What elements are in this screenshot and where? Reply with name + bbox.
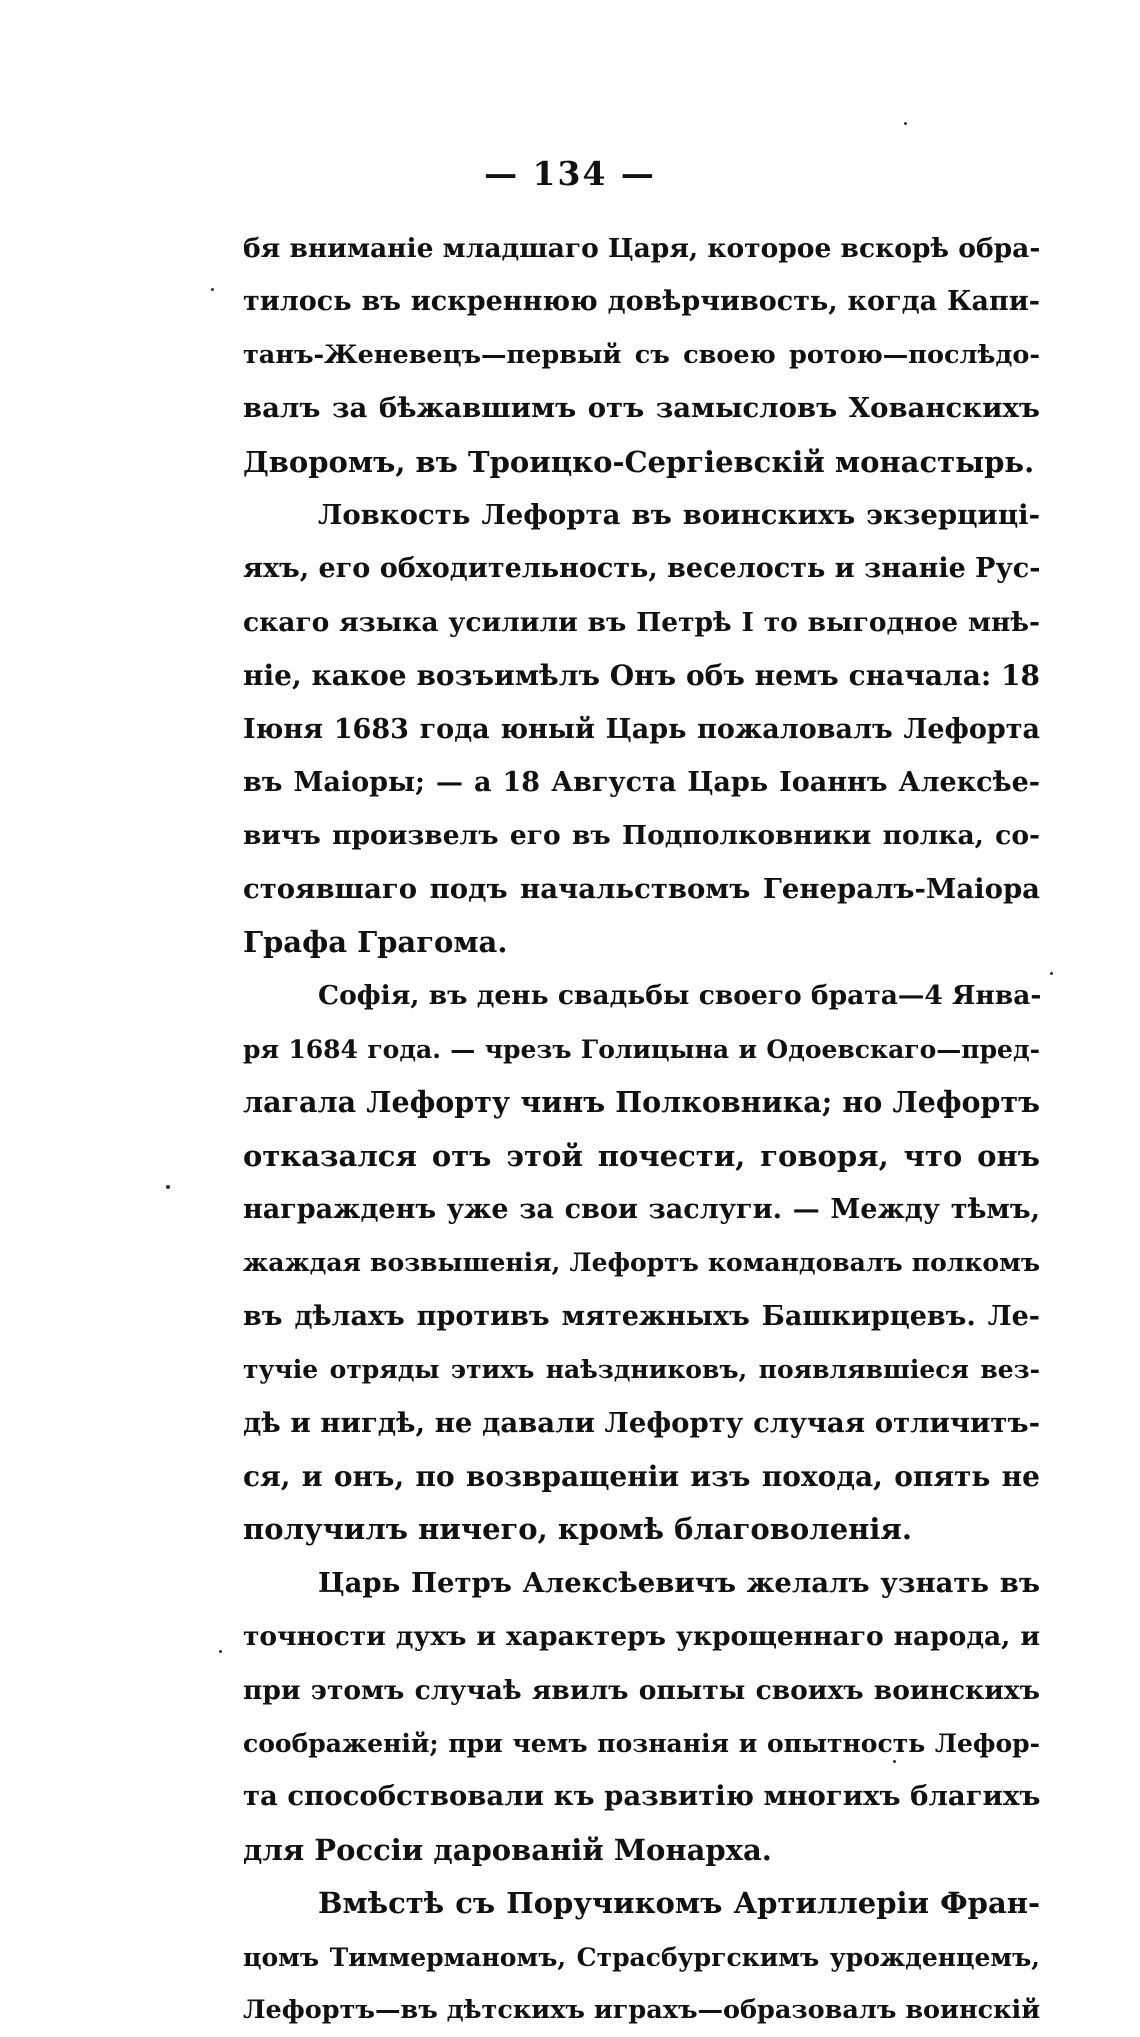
text-line: стоявшаго подъ начальствомъ Генералъ-Маіора: [243, 872, 1040, 905]
text-line: та способствовали къ развитію многихъ благихъ: [243, 1780, 1041, 1813]
text-line: отказался отъ этой почести, говоря, что онъ: [243, 1138, 1040, 1173]
text-line: скаго языка усилили въ Петрѣ I то выгодное мнѣ-: [243, 606, 1040, 638]
text-line: яхъ, его обходительность, веселость и знаніе Рус-: [243, 553, 1041, 585]
scan-speck: [1050, 972, 1053, 975]
text-line: вичъ произвелъ его въ Подполковники полка, со-: [243, 820, 1040, 852]
text-line: Графа Грагома.: [243, 925, 508, 960]
scan-speck: [211, 288, 214, 291]
text-line: цомъ Тиммерманомъ, Страсбургскимъ урожденцемъ,: [243, 1942, 1040, 1972]
text-line: дѣ и нигдѣ, не давали Лефорту случая отличитъ-: [243, 1406, 1040, 1439]
body-text: [243, 222, 1040, 2037]
text-line: въ дѣлахъ противъ мятежныхъ Башкирцевъ. Ле-: [243, 1300, 1040, 1332]
paragraph: [243, 489, 1040, 970]
scan-speck: [219, 1650, 222, 1653]
text-line: Царь Петръ Алексѣевичъ желалъ узнать въ: [318, 1566, 1040, 1599]
text-line: получилъ ничего, кромѣ благоволенія.: [243, 1512, 912, 1547]
text-line: валъ за бѣжавшимъ отъ замысловъ Хованскихъ: [243, 392, 1040, 425]
text-line: Іюня 1683 года юный Царь пожаловалъ Лефорта: [243, 713, 1040, 745]
text-line: Ловкость Лефорта въ воинскихъ экзерциці-: [318, 498, 1040, 531]
scan-speck: [893, 1760, 896, 1763]
text-line: жаждая возвышенія, Лефортъ командовалъ полкомъ: [243, 1248, 1040, 1278]
text-line: Вмѣстѣ съ Поручикомъ Артиллеріи Фран-: [318, 1886, 1040, 1921]
text-line: Дворомъ, въ Троицко-Сергіевскій монастырь.: [243, 444, 1035, 479]
text-line: ся, и онъ, по возвращеніи изъ похода, опять не: [243, 1459, 1040, 1493]
text-line: при этомъ случаѣ явилъ опыты своихъ воинскихъ: [243, 1674, 1040, 1706]
text-line: тилось въ искреннюю довѣрчивость, когда Капи-: [243, 286, 1040, 318]
text-line: въ Маіоры; — а 18 Августа Царь Іоаннъ Алексѣе-: [243, 766, 1040, 798]
paragraph: [243, 1557, 1040, 1877]
text-line: бя вниманіе младшаго Царя, которое вскорѣ обра-: [243, 233, 1041, 264]
text-line: соображеній; при чемъ познанія и опытность Лефор-: [243, 1728, 1040, 1758]
text-line: для Россіи дарованій Монарха.: [243, 1832, 772, 1867]
scan-speck: [904, 122, 907, 125]
text-line: Софія, въ день свадьбы своего брата—4 Янва-: [318, 980, 1042, 1012]
text-line: лагала Лефорту чинъ Полковника; но Лефортъ: [243, 1085, 1040, 1120]
page-number: — 134 —: [484, 154, 656, 193]
paragraph: [243, 1877, 1040, 2037]
text-line: точности духъ и характеръ укрощеннаго народа, и: [243, 1621, 1040, 1653]
scan-speck: [166, 1185, 170, 1189]
text-line: Лефортъ—въ дѣтскихъ играхъ—образовалъ воинскій: [243, 1994, 1041, 2025]
text-line: тучіе отряды этихъ наѣздниковъ, появлявшіеся вез-: [243, 1355, 1040, 1385]
text-line: награжденъ уже за свои заслуги. — Между тѣмъ,: [243, 1194, 1040, 1226]
text-line: танъ-Женевецъ—первый съ своею ротою—послѣдо-: [243, 339, 1040, 370]
text-line: ніе, какое возъимѣлъ Онъ объ немъ сначала: 18: [243, 659, 1040, 693]
paragraph: [243, 222, 1040, 489]
text-line: ря 1684 года. — чрезъ Голицына и Одоевскаго—пред-: [243, 1034, 1040, 1064]
paragraph: [243, 969, 1040, 1556]
